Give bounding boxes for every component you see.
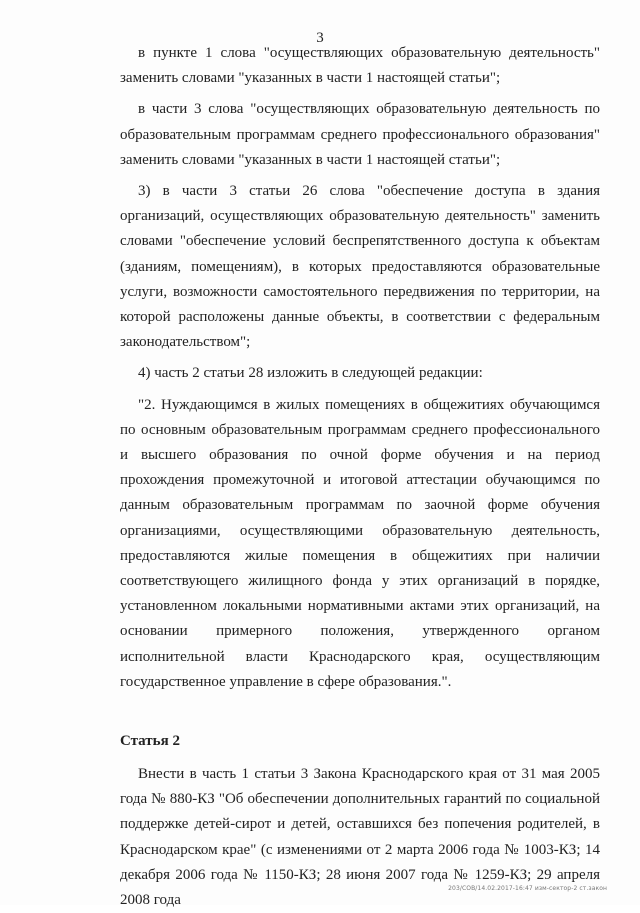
paragraph: в пункте 1 слова "осуществляющих образовательную деятельность" заменить словами "указанных в части 1 настоящей статьи"; <box>120 45 600 87</box>
footer-stamp: 203/СОВ/14.02.2017-16:47 изм-сектор-2 ст.закон <box>448 885 607 892</box>
quoted-paragraph: "2. Нуждающимся в жилых помещениях в общежитиях обучающимся по основным образовательным программам среднего профессионального и высшего образования по очной форме обучения и на период прохождения промежуточной и итоговой аттестации обучающимся по данным образовательным программам по заочной форме обучения организациями, осуществляющими образовательную деятельность, предоставляются жилые помещения в общежитиях при наличии соответствующего жилищного фонда у этих организаций в порядке, установленном локальными нормативными актами этих организаций, на основании примерного положения, утвержденного органом исполнительной власти Краснодарского края, осуществляющим государственное управление в сфере образования.". <box>120 396 600 690</box>
page-number: 3 <box>316 30 324 46</box>
document-body <box>120 41 600 913</box>
paragraph: 3) в части 3 статьи 26 слова "обеспечение доступа в здания организаций, осуществляющих образовательную деятельность" заменить словами "обеспечение условий беспрепятственного доступа к объектам (зданиям, помещениям), в которых предоставляются образовательные услуги, возможности самостоятельного передвижения по территории, на которой расположены данные объекты, в соответствии с федеральным законодательством"; <box>120 183 600 351</box>
paragraph: 4) часть 2 статьи 28 изложить в следующей редакции: <box>138 365 483 382</box>
article-heading: Статья 2 <box>120 733 180 750</box>
paragraph: в части 3 слова "осуществляющих образовательную деятельность по образовательным программам среднего профессионального образования" заменить словами "указанных в части 1 настоящей статьи"; <box>120 101 600 168</box>
paragraph: Внести в часть 1 статьи 3 Закона Краснодарского края от 31 мая 2005 года № 880-КЗ "Об обеспечении дополнительных гарантий по социальной поддержке детей-сирот и детей, оставшихся без попечения родителей, в Краснодарском крае" (с изменениями от 2 марта 2006 года № 1003-КЗ; 14 декабря 2006 года № 1150-КЗ; 28 июня 2007 года № 1259-КЗ; 29 апреля 2008 года <box>120 766 600 909</box>
